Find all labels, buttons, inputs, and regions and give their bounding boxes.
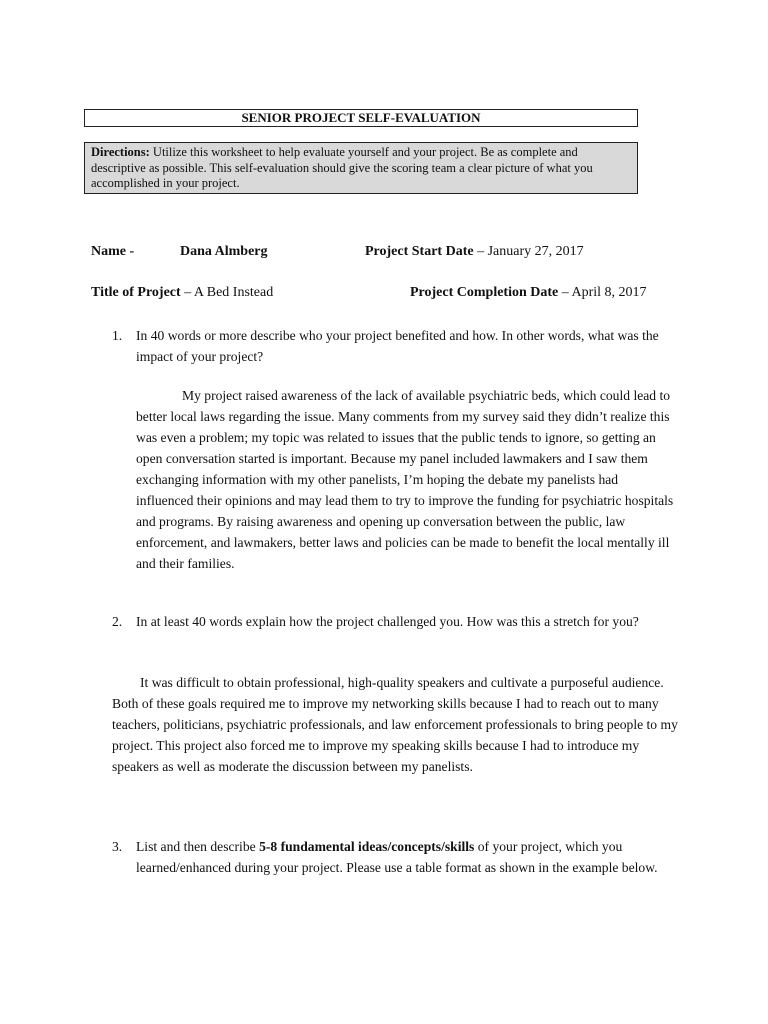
question-number-3: 3. [112, 839, 123, 854]
completion-date-label: Project Completion Date [410, 285, 559, 300]
name-label: Name - [91, 244, 135, 259]
directions-label: Directions: [91, 145, 150, 159]
name-value: Dana Almberg [180, 244, 268, 259]
start-date-value: – January 27, 2017 [473, 244, 584, 259]
start-date-field [365, 243, 584, 261]
project-title-label: Title of Project [91, 285, 181, 300]
completion-date-value: – April 8, 2017 [558, 285, 647, 300]
question-3-part-1: List and then describe [136, 839, 260, 854]
start-date-label: Project Start Date [365, 244, 474, 259]
directions-box [84, 142, 638, 194]
document-title: SENIOR PROJECT SELF-EVALUATION [84, 109, 638, 127]
question-number-2: 2. [112, 614, 123, 629]
question-3-part-2: of your project, which you learned/enhanced during your project. Please use a table format as shown in the example below. [136, 839, 658, 875]
answer-2: It was difficult to obtain professional, high-quality speakers and cultivate a purposeful audience. Both of these goals required me to improve my networking skills because I had to reach out to many teachers, politicians, psychiatric professionals, and law enforcement professionals to bring people to my project. This project also forced me to improve my speaking skills because I had to introduce my speakers as well as moderate the discussion between my panelists. [112, 675, 678, 774]
project-title-value: – A Bed Instead [180, 285, 274, 300]
question-text-2: In at least 40 words explain how the project challenged you. How was this a stretch for you? [136, 614, 639, 629]
answer-1: My project raised awareness of the lack of available psychiatric beds, which could lead to better local laws regarding the issue. Many comments from my survey said they didn’t realize this was even a problem; my topic was related to issues that the public tends to ignore, so getting an open conversation started is important. Because my panel included lawmakers and I saw them exchanging information with my other panelists, I’m hoping the debate my panelists had influenced their opinions and may lead them to try to improve the funding for psychiatric hospitals and programs. By raising awareness and opening up conversation between the public, law enforcement, and lawmakers, better laws and policies can be made to benefit the local mentally ill and their families. [136, 388, 674, 571]
project-title-field [91, 284, 273, 302]
question-text-1: In 40 words or more describe who your project benefited and how. In other words, what was the impact of your project? [136, 328, 659, 364]
question-number-1: 1. [112, 328, 123, 343]
question-3-emphasis: 5-8 fundamental ideas/concepts/skills [259, 839, 475, 854]
completion-date-field [410, 284, 647, 302]
directions-text: Utilize this worksheet to help evaluate yourself and your project. Be as complete and descriptive as possible. This self-evaluation should give the scoring team a clear picture of what you accomplished in your project. [91, 145, 593, 190]
question-text-3 [136, 836, 676, 878]
